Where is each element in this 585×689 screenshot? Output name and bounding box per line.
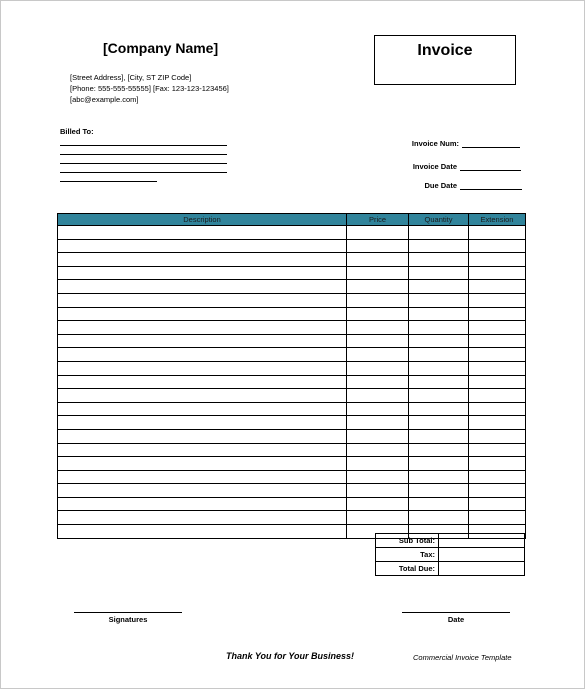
- price-cell[interactable]: [347, 429, 409, 443]
- description-cell[interactable]: [58, 361, 347, 375]
- table-header-row: [58, 214, 526, 226]
- quantity-cell[interactable]: [409, 457, 469, 471]
- price-cell[interactable]: [347, 293, 409, 307]
- description-cell[interactable]: [58, 457, 347, 471]
- description-cell[interactable]: [58, 239, 347, 253]
- price-cell[interactable]: [347, 348, 409, 362]
- extension-cell[interactable]: [469, 457, 526, 471]
- quantity-cell[interactable]: [409, 334, 469, 348]
- table-row: [58, 443, 526, 457]
- quantity-cell[interactable]: [409, 293, 469, 307]
- table-row: [58, 457, 526, 471]
- table-row: [58, 321, 526, 335]
- description-cell[interactable]: [58, 389, 347, 403]
- column-header-description: Description: [58, 214, 347, 226]
- line-items-table: [57, 213, 526, 539]
- table-row: [58, 470, 526, 484]
- quantity-cell[interactable]: [409, 443, 469, 457]
- tax-row: [376, 548, 525, 562]
- table-row: [58, 293, 526, 307]
- column-header-extension: Extension: [469, 214, 526, 226]
- signatures-label: Signatures: [108, 615, 148, 624]
- template-name: Commercial Invoice Template: [413, 653, 512, 662]
- total-due-row: [376, 562, 525, 576]
- total-due-label: Total Due:: [376, 562, 439, 576]
- description-cell[interactable]: [58, 470, 347, 484]
- price-cell[interactable]: [347, 416, 409, 430]
- description-cell[interactable]: [58, 429, 347, 443]
- table-row: [58, 497, 526, 511]
- due-date-field[interactable]: [460, 189, 522, 190]
- billed-to-line[interactable]: [60, 163, 227, 164]
- extension-cell[interactable]: [469, 280, 526, 294]
- table-row: [58, 266, 526, 280]
- billed-to-line[interactable]: [60, 154, 227, 155]
- tax-value[interactable]: [439, 548, 525, 562]
- table-row: [58, 239, 526, 253]
- table-row: [58, 348, 526, 362]
- description-cell[interactable]: [58, 511, 347, 525]
- price-cell[interactable]: [347, 334, 409, 348]
- billed-to-line[interactable]: [60, 145, 227, 146]
- extension-cell[interactable]: [469, 484, 526, 498]
- quantity-cell[interactable]: [409, 484, 469, 498]
- price-cell[interactable]: [347, 470, 409, 484]
- address-line: [Street Address], [City, ST ZIP Code]: [70, 73, 192, 82]
- contact-line: [Phone: 555-555-55555] [Fax: 123-123-123456]: [70, 84, 229, 93]
- price-cell[interactable]: [347, 321, 409, 335]
- price-cell[interactable]: [347, 484, 409, 498]
- price-cell[interactable]: [347, 389, 409, 403]
- extension-cell[interactable]: [469, 443, 526, 457]
- email-line: [abc@example.com]: [70, 95, 139, 104]
- quantity-cell[interactable]: [409, 266, 469, 280]
- description-cell[interactable]: [58, 484, 347, 498]
- extension-cell[interactable]: [469, 334, 526, 348]
- invoice-num-field[interactable]: [462, 147, 520, 148]
- table-row: [58, 511, 526, 525]
- column-header-price: Price: [347, 214, 409, 226]
- price-cell[interactable]: [347, 457, 409, 471]
- price-cell[interactable]: [347, 375, 409, 389]
- description-cell[interactable]: [58, 525, 347, 539]
- extension-cell[interactable]: [469, 416, 526, 430]
- quantity-cell[interactable]: [409, 348, 469, 362]
- extension-cell[interactable]: [469, 321, 526, 335]
- subtotal-row: [376, 534, 525, 548]
- price-cell[interactable]: [347, 402, 409, 416]
- quantity-cell[interactable]: [409, 470, 469, 484]
- price-cell[interactable]: [347, 307, 409, 321]
- table-row: [58, 389, 526, 403]
- table-row: [58, 307, 526, 321]
- description-cell[interactable]: [58, 416, 347, 430]
- extension-cell[interactable]: [469, 511, 526, 525]
- quantity-cell[interactable]: [409, 361, 469, 375]
- extension-cell[interactable]: [469, 266, 526, 280]
- price-cell[interactable]: [347, 280, 409, 294]
- quantity-cell[interactable]: [409, 511, 469, 525]
- quantity-cell[interactable]: [409, 389, 469, 403]
- price-cell[interactable]: [347, 226, 409, 240]
- quantity-cell[interactable]: [409, 239, 469, 253]
- extension-cell[interactable]: [469, 470, 526, 484]
- extension-cell[interactable]: [469, 226, 526, 240]
- column-header-quantity: Quantity: [409, 214, 469, 226]
- extension-cell[interactable]: [469, 348, 526, 362]
- description-cell[interactable]: [58, 280, 347, 294]
- description-cell[interactable]: [58, 375, 347, 389]
- quantity-cell[interactable]: [409, 321, 469, 335]
- total-due-value[interactable]: [439, 562, 525, 576]
- quantity-cell[interactable]: [409, 497, 469, 511]
- price-cell[interactable]: [347, 253, 409, 267]
- date-line[interactable]: [402, 612, 510, 613]
- price-cell[interactable]: [347, 497, 409, 511]
- quantity-cell[interactable]: [409, 226, 469, 240]
- extension-cell[interactable]: [469, 361, 526, 375]
- description-cell[interactable]: [58, 253, 347, 267]
- description-cell[interactable]: [58, 293, 347, 307]
- description-cell[interactable]: [58, 348, 347, 362]
- description-cell[interactable]: [58, 266, 347, 280]
- extension-cell[interactable]: [469, 429, 526, 443]
- quantity-cell[interactable]: [409, 416, 469, 430]
- date-label: Date: [447, 615, 465, 624]
- table-row: [58, 226, 526, 240]
- extension-cell[interactable]: [469, 402, 526, 416]
- extension-cell[interactable]: [469, 307, 526, 321]
- quantity-cell[interactable]: [409, 375, 469, 389]
- extension-cell[interactable]: [469, 375, 526, 389]
- price-cell[interactable]: [347, 443, 409, 457]
- line-items-body: [58, 226, 526, 539]
- quantity-cell[interactable]: [409, 253, 469, 267]
- table-row: [58, 484, 526, 498]
- table-row: [58, 334, 526, 348]
- description-cell[interactable]: [58, 321, 347, 335]
- description-cell[interactable]: [58, 443, 347, 457]
- billed-to-label: Billed To:: [60, 127, 94, 136]
- invoice-title-box: [374, 35, 516, 85]
- price-cell[interactable]: [347, 361, 409, 375]
- invoice-date-field[interactable]: [460, 170, 521, 171]
- description-cell[interactable]: [58, 226, 347, 240]
- table-row: [58, 253, 526, 267]
- invoice-num-label: Invoice Num:: [411, 139, 459, 148]
- table-row: [58, 402, 526, 416]
- billed-to-line[interactable]: [60, 181, 157, 182]
- description-cell[interactable]: [58, 334, 347, 348]
- extension-cell[interactable]: [469, 497, 526, 511]
- description-cell[interactable]: [58, 497, 347, 511]
- extension-cell[interactable]: [469, 239, 526, 253]
- quantity-cell[interactable]: [409, 307, 469, 321]
- description-cell[interactable]: [58, 307, 347, 321]
- extension-cell[interactable]: [469, 389, 526, 403]
- price-cell[interactable]: [347, 266, 409, 280]
- invoice-title: Invoice: [417, 42, 473, 59]
- company-name: [Company Name]: [103, 40, 219, 56]
- table-row: [58, 429, 526, 443]
- quantity-cell[interactable]: [409, 429, 469, 443]
- due-date-label: Due Date: [424, 181, 457, 190]
- description-cell[interactable]: [58, 402, 347, 416]
- totals-table: [375, 533, 525, 576]
- subtotal-label: Sub Total:: [376, 534, 439, 548]
- table-row: [58, 280, 526, 294]
- invoice-date-label: Invoice Date: [412, 162, 457, 171]
- subtotal-value[interactable]: [439, 534, 525, 548]
- table-row: [58, 361, 526, 375]
- table-row: [58, 416, 526, 430]
- table-row: [58, 375, 526, 389]
- quantity-cell[interactable]: [409, 280, 469, 294]
- extension-cell[interactable]: [469, 253, 526, 267]
- thank-you-note: Thank You for Your Business!: [226, 651, 355, 661]
- billed-to-line[interactable]: [60, 172, 227, 173]
- extension-cell[interactable]: [469, 293, 526, 307]
- tax-label: Tax:: [376, 548, 439, 562]
- quantity-cell[interactable]: [409, 402, 469, 416]
- price-cell[interactable]: [347, 239, 409, 253]
- price-cell[interactable]: [347, 511, 409, 525]
- signature-line[interactable]: [74, 612, 182, 613]
